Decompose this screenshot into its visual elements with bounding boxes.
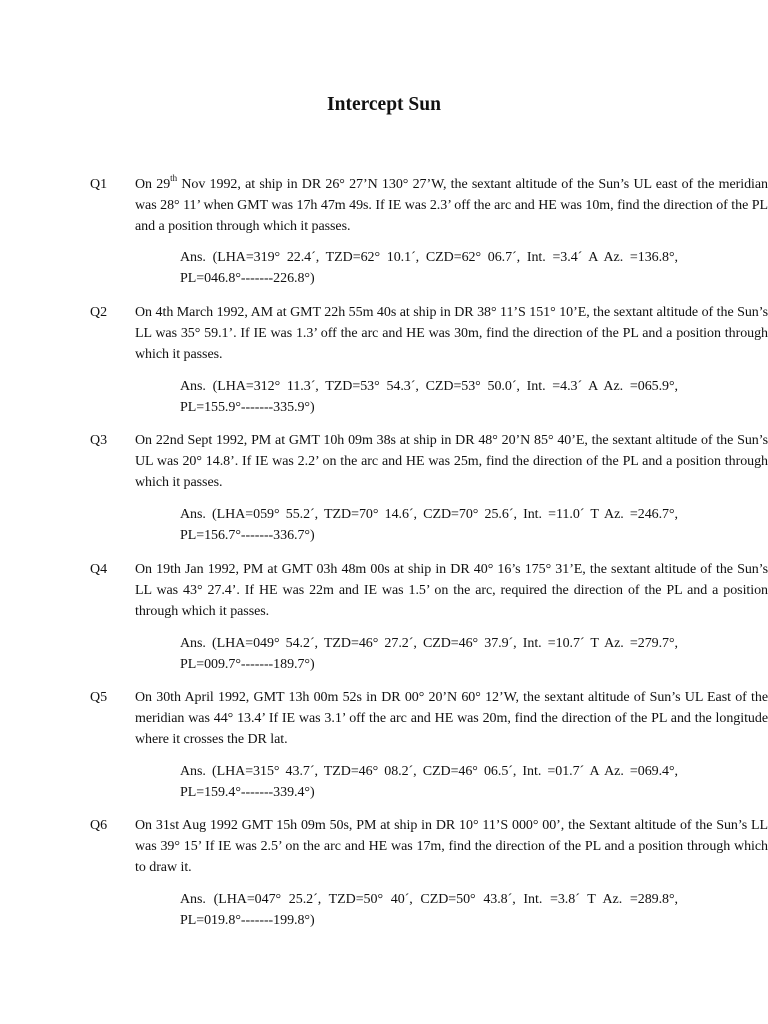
page-title: Intercept Sun — [327, 94, 441, 115]
answer-text: Ans. (LHA=319° 22.4´, TZD=62° 10.1´, CZD=62° 06.7´, Int. =3.4´ A Az. =136.8°, PL=046.8°-------226.8°) — [180, 250, 678, 286]
question-text: On 31st Aug 1992 GMT 15h 09m 50s, PM at ship in DR 10° 11’S 000° 00’, the Sextant altitude of the Sun’s LL was 39° 15’ If IE was 2.5’ on the arc and HE was 17m, find the direction of the PL and a position through which to draw it. — [135, 818, 768, 875]
question-number: Q3 — [90, 433, 108, 448]
question-text: On 22nd Sept 1992, PM at GMT 10h 09m 38s at ship in DR 48° 20’N 85° 40’E, the sextant altitude of the Sun’s UL was 20° 14.8’. If IE was 2.2’ on the arc and HE was 25m, find the direction of the PL and a position through which it passes. — [135, 433, 768, 490]
question-number: Q2 — [90, 305, 108, 320]
question-number: Q6 — [90, 818, 108, 833]
question-text: On 4th March 1992, AM at GMT 22h 55m 40s at ship in DR 38° 11’S 151° 10’E, the sextant altitude of the Sun’s LL was 35° 59.1’. If IE was 1.3’ off the arc and HE was 30m, find the direction of the PL and a position through which it passes. — [135, 305, 768, 362]
answer-text: Ans. (LHA=047° 25.2´, TZD=50° 40´, CZD=50° 43.8´, Int. =3.8´ T Az. =289.8°, PL=019.8°-------199.8°) — [180, 892, 678, 928]
question-text: On 30th April 1992, GMT 13h 00m 52s in DR 00° 20’N 60° 12’W, the sextant altitude of Sun’s UL East of the meridian was 44° 13.4’ If IE was 3.1’ off the arc and HE was 20m, find the direction of the PL and the longitude where it crosses the DR lat. — [135, 690, 768, 747]
answer-text: Ans. (LHA=059° 55.2´, TZD=70° 14.6´, CZD=70° 25.6´, Int. =11.0´ T Az. =246.7°, PL=156.7°-------336.7°) — [180, 507, 678, 543]
answer-text: Ans. (LHA=315° 43.7´, TZD=46° 08.2´, CZD=46° 06.5´, Int. =01.7´ A Az. =069.4°, PL=159.4°-------339.4°) — [180, 764, 678, 800]
question-text: On 29th Nov 1992, at ship in DR 26° 27’N 130° 27’W, the sextant altitude of the Sun’s UL east of the meridian was 28° 11’ when GMT was 17h 47m 49s. If IE was 2.3’ off the arc and HE was 10m, find the direction of the PL and a position through which it passes. — [135, 173, 768, 234]
question-number: Q1 — [90, 177, 108, 192]
answer-text: Ans. (LHA=312° 11.3´, TZD=53° 54.3´, CZD=53° 50.0´, Int. =4.3´ A Az. =065.9°, PL=155.9°-------335.9°) — [180, 379, 678, 415]
question-number: Q4 — [90, 562, 108, 577]
answer-text: Ans. (LHA=049° 54.2´, TZD=46° 27.2´, CZD=46° 37.9´, Int. =10.7´ T Az. =279.7°, PL=009.7°-------189.7°) — [180, 636, 678, 672]
question-number: Q5 — [90, 690, 108, 705]
ordinal-superscript: th — [170, 173, 178, 184]
question-text: On 19th Jan 1992, PM at GMT 03h 48m 00s at ship in DR 40° 16’s 175° 31’E, the sextant altitude of the Sun’s LL was 43° 27.4’. If HE was 22m and IE was 1.5’ on the arc, required the direction of the PL and a position through which it passes. — [135, 562, 768, 619]
